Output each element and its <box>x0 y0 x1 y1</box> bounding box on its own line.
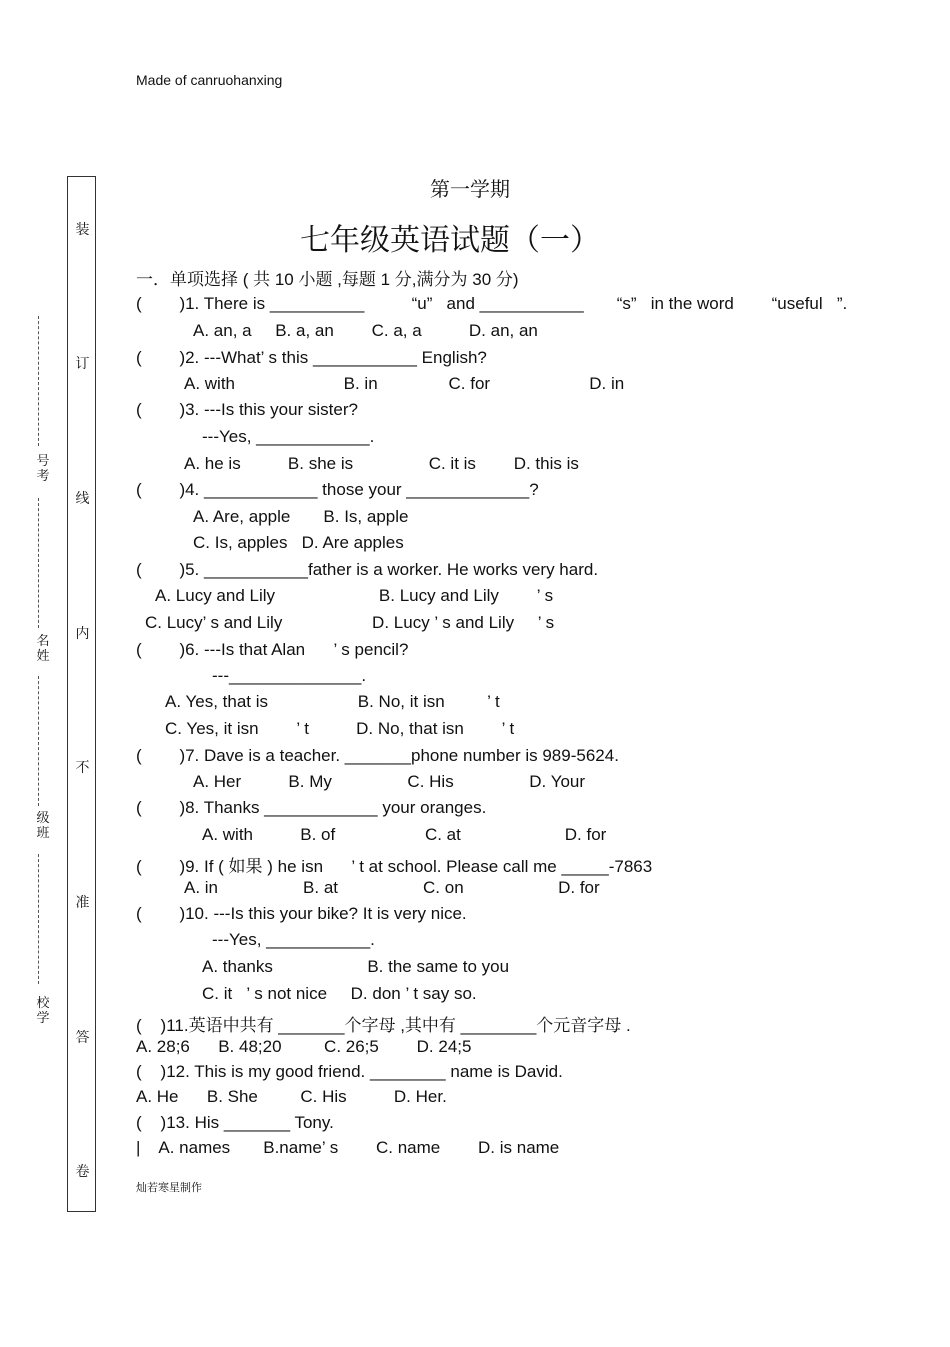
question-line: ( )6. ---Is that Alan ’ s pencil? <box>136 640 409 659</box>
question-line: A. with B. in C. for D. in <box>184 374 625 393</box>
label-name: 名 姓 <box>36 634 50 664</box>
binding-char: 卷 <box>75 1164 90 1180</box>
fill-line <box>38 498 47 628</box>
question-line: C. Is, apples D. Are apples <box>193 533 404 552</box>
question-line: C. Lucy’ s and Lily D. Lucy ’ s and Lily ’ s <box>145 613 555 632</box>
question-line: A. thanks B. the same to you <box>202 957 510 976</box>
question-line: ( )1. There is __________ “u” and ___________ “s” in the word “useful ”. <box>136 294 848 313</box>
label-school: 校 学 <box>36 996 50 1026</box>
label-exam-number: 号 考 <box>36 454 50 484</box>
semester-heading: 第一学期 <box>430 177 510 201</box>
question-line: ( )5. ___________father is a worker. He works very hard. <box>136 560 599 579</box>
question-line: A. with B. of C. at D. for <box>202 825 607 844</box>
fill-line <box>38 854 47 984</box>
question-line: ---Yes, ___________. <box>212 930 375 949</box>
question-line: A. Are, apple B. Is, apple <box>193 507 409 526</box>
binding-char: 内 <box>75 626 90 642</box>
question-line: | A. names B.name’ s C. name D. is name <box>136 1138 560 1157</box>
question-line: ( )9. If ( 如果 ) he isn ’ t at school. Please call me _____-7863 <box>136 857 653 876</box>
question-line: ( )2. ---What’ s this ___________ English? <box>136 348 487 367</box>
student-info-column <box>36 316 50 1036</box>
question-line: ( )13. His _______ Tony. <box>136 1113 334 1132</box>
question-line: A. an, a B. a, an C. a, a D. an, an <box>193 321 538 340</box>
exam-title: 七年级英语试题（一） <box>300 223 600 258</box>
question-line: C. it ’ s not nice D. don ’ t say so. <box>202 984 477 1003</box>
label-class: 级 班 <box>36 811 50 841</box>
question-line: ---Yes, ____________. <box>202 427 375 446</box>
binding-char: 不 <box>75 760 90 776</box>
binding-char: 答 <box>75 1030 90 1046</box>
question-line: 一．单项选择 ( 共 10 小题 ,每题 1 分,满分为 30 分) <box>136 270 519 289</box>
header-note: Made of canruohanxing <box>136 72 283 88</box>
question-line: A. he is B. she is C. it is D. this is <box>184 454 579 473</box>
fill-line <box>38 316 47 446</box>
question-line: A. Lucy and Lily B. Lucy and Lily ’ s <box>155 586 554 605</box>
question-line: ---______________. <box>212 666 367 685</box>
question-line: ( )11.英语中共有 _______个字母 ,其中有 ________个元音字母 . <box>136 1016 631 1035</box>
question-line: C. Yes, it isn ’ t D. No, that isn ’ t <box>165 719 515 738</box>
question-line: ( )12. This is my good friend. ________ name is David. <box>136 1062 563 1081</box>
binding-char: 准 <box>75 895 90 911</box>
binding-margin <box>67 176 96 1212</box>
question-line: ( )7. Dave is a teacher. _______phone number is 989-5624. <box>136 746 619 765</box>
fill-line <box>38 676 47 806</box>
question-line: ( )10. ---Is this your bike? It is very nice. <box>136 904 467 923</box>
question-line: A. in B. at C. on D. for <box>184 878 600 897</box>
question-line: A. He B. She C. His D. Her. <box>136 1087 447 1106</box>
binding-char: 订 <box>75 356 90 372</box>
question-line: A. Yes, that is B. No, it isn ’ t <box>165 692 500 711</box>
binding-char: 线 <box>75 491 90 507</box>
question-line: A. Her B. My C. His D. Your <box>193 772 586 791</box>
question-line: ( )4. ____________ those your _____________? <box>136 480 539 499</box>
binding-char: 装 <box>75 222 90 238</box>
question-line: A. 28;6 B. 48;20 C. 26;5 D. 24;5 <box>136 1037 472 1056</box>
question-line: ( )8. Thanks ____________ your oranges. <box>136 798 487 817</box>
question-line: ( )3. ---Is this your sister? <box>136 400 358 419</box>
footer-note: 灿若寒星制作 <box>136 1181 202 1194</box>
